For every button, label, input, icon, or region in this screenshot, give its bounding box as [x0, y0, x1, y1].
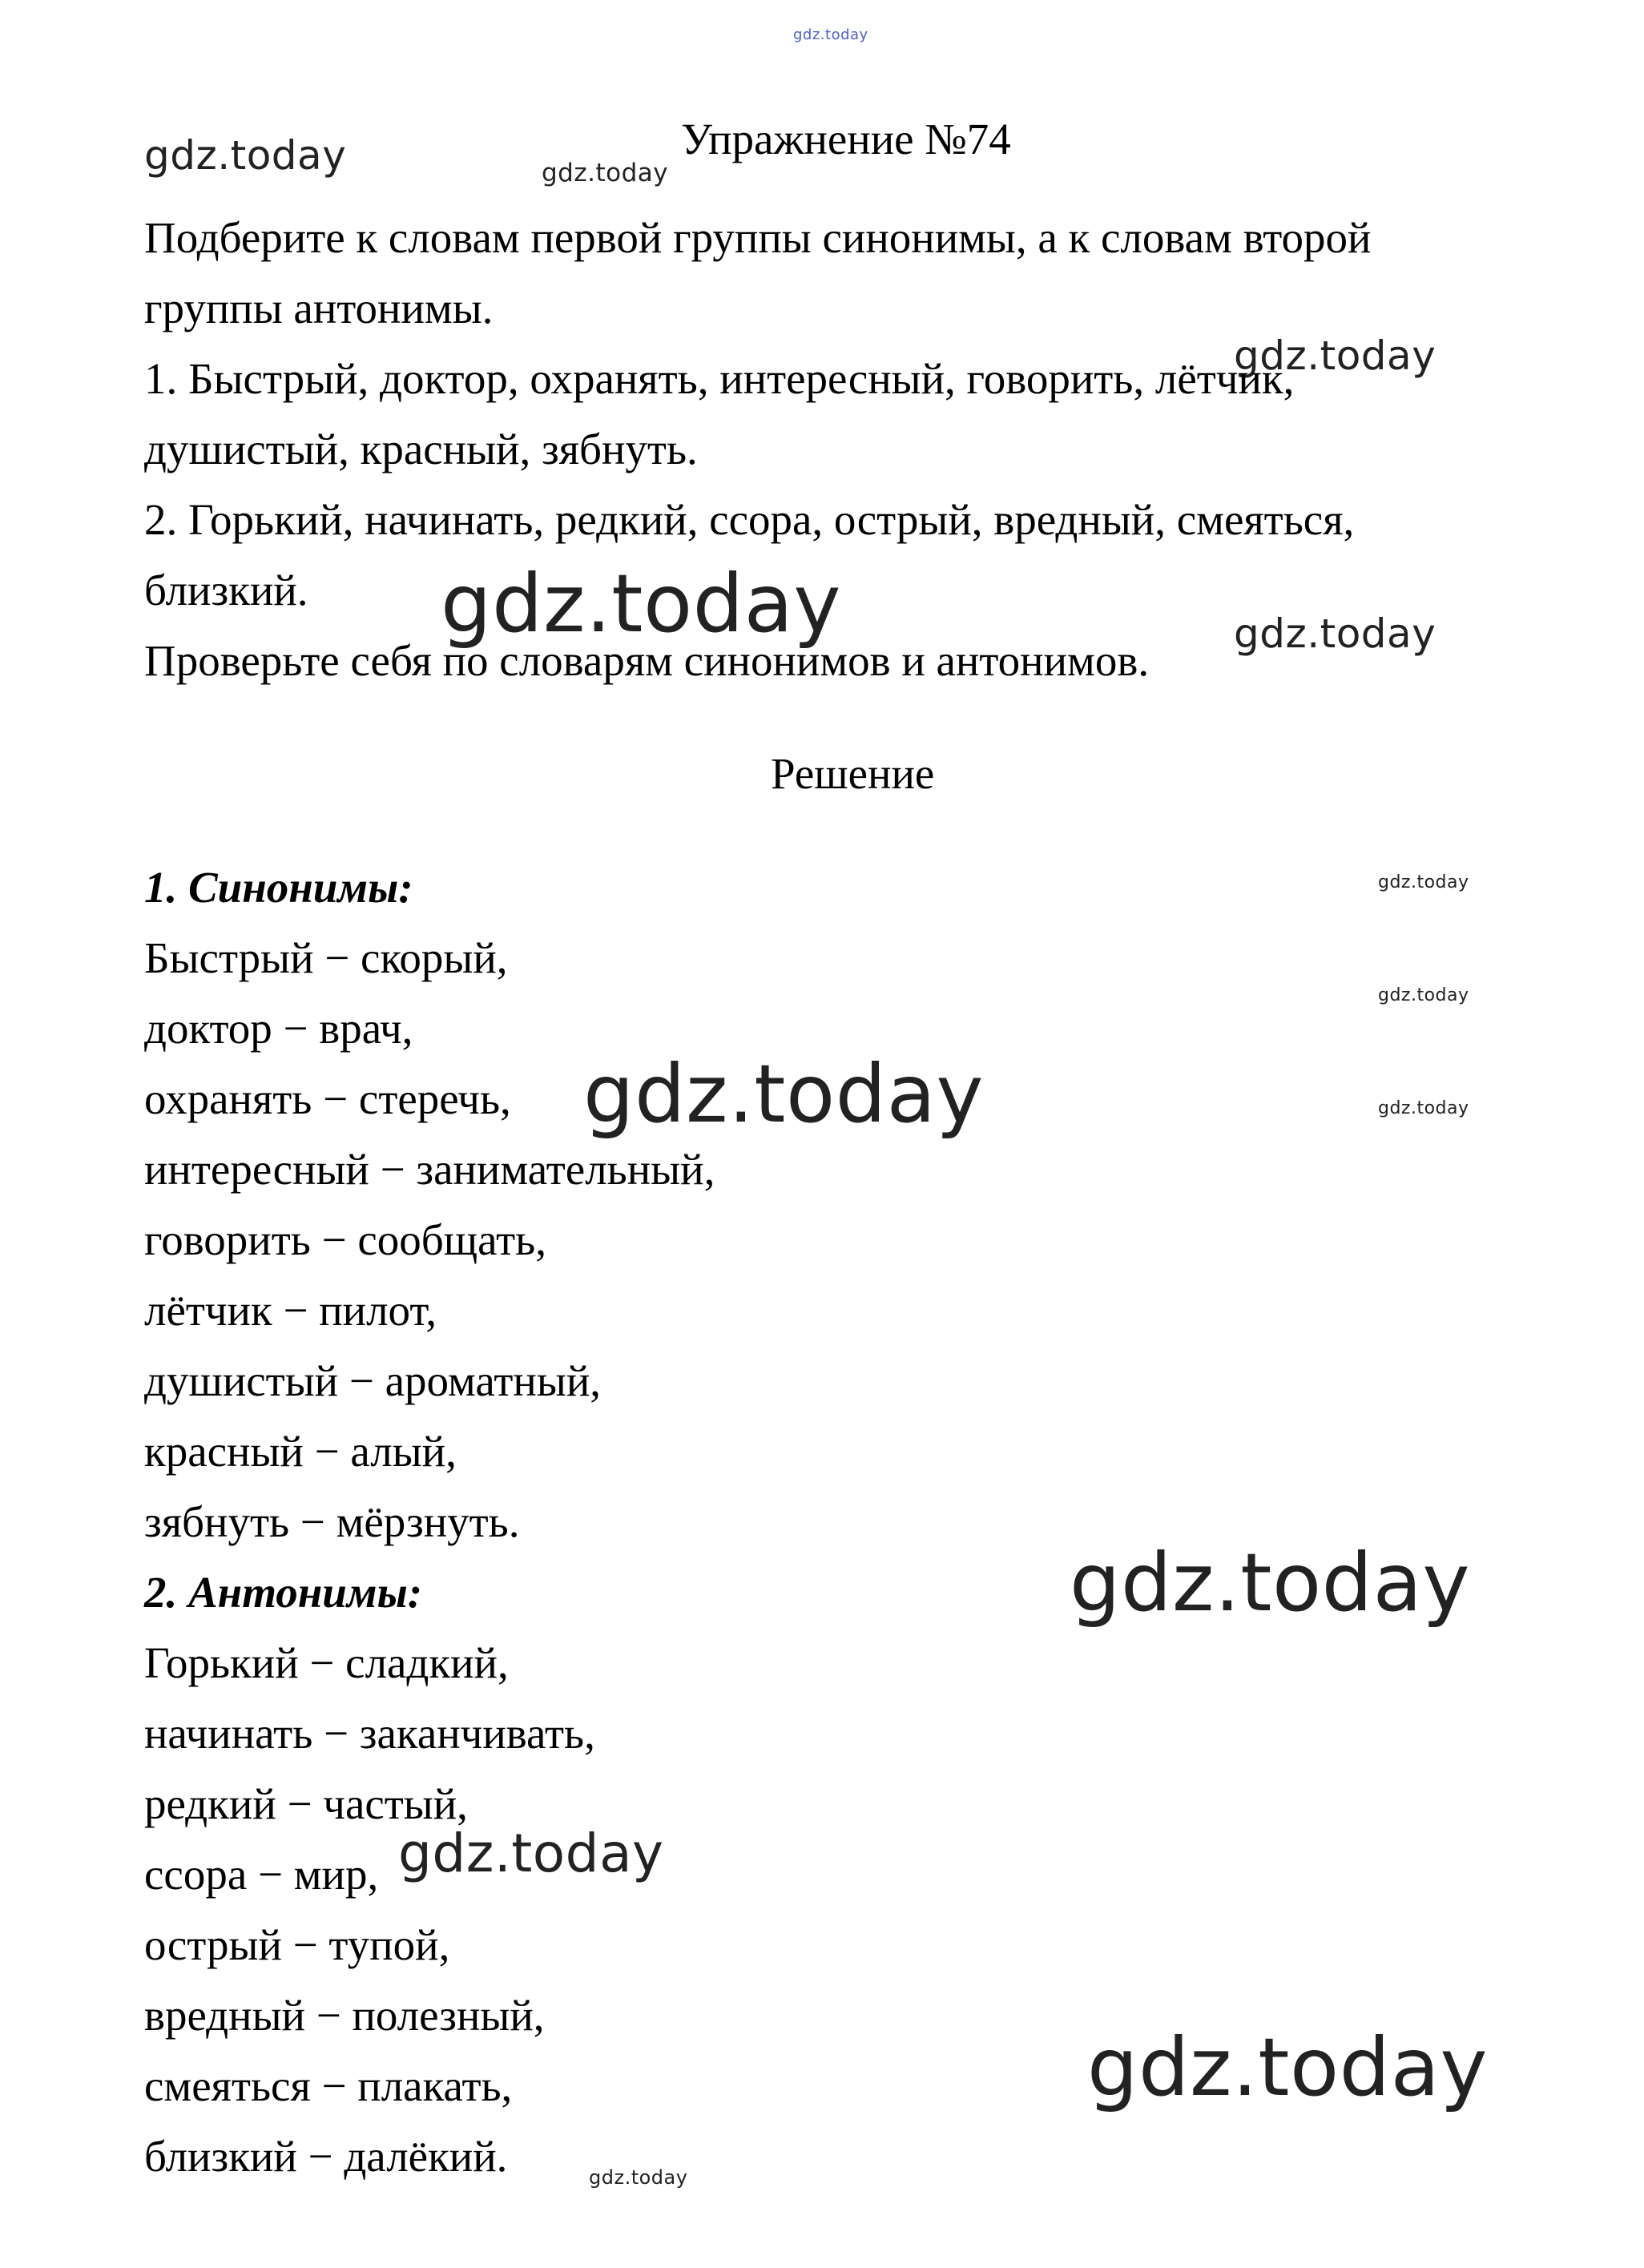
- watermark: gdz.today: [583, 1047, 985, 1141]
- watermark: gdz.today: [542, 159, 669, 187]
- synonym-pair: говорить − сообщать,: [144, 1215, 546, 1264]
- watermark: gdz.today: [1378, 872, 1469, 892]
- antonym-pair: смеяться − плакать,: [144, 2061, 513, 2110]
- watermark: gdz.today: [441, 557, 842, 651]
- watermark: gdz.today: [1378, 985, 1469, 1005]
- antonym-pair: острый − тупой,: [144, 1920, 450, 1969]
- synonyms-heading: 1. Синонимы:: [144, 863, 413, 912]
- exercise-title: Упражнение №74: [681, 115, 1011, 163]
- synonym-pair: лётчик − пилот,: [144, 1286, 437, 1335]
- antonym-pair: редкий − частый,: [144, 1779, 468, 1828]
- antonym-pair: Горький − сладкий,: [144, 1638, 509, 1687]
- watermark: gdz.today: [1070, 1536, 1471, 1629]
- watermark: gdz.today: [1234, 610, 1436, 657]
- synonym-pair: доктор − врач,: [144, 1004, 413, 1053]
- synonym-pair: душистый − ароматный,: [144, 1356, 602, 1405]
- watermark: gdz.today: [398, 1823, 664, 1884]
- synonym-pair: интересный − занимательный,: [144, 1145, 715, 1194]
- synonym-pair: охранять − стеречь,: [144, 1074, 511, 1123]
- group-1-line-1: 1. Быстрый, доктор, охранять, интересный, говорить, лётчик,: [144, 354, 1295, 403]
- watermark: gdz.today: [589, 2166, 688, 2189]
- group-2-line-2: близкий.: [144, 566, 308, 614]
- antonym-pair: близкий − далёкий.: [144, 2132, 508, 2181]
- solution-title: Решение: [771, 749, 935, 798]
- synonym-pair: красный − алый,: [144, 1427, 457, 1476]
- watermark: gdz.today: [1087, 2020, 1489, 2114]
- group-1-line-2: душистый, красный, зябнуть.: [144, 425, 698, 473]
- group-2-line-1: 2. Горький, начинать, редкий, ссора, острый, вредный, смеяться,: [144, 495, 1355, 544]
- check-instruction: Проверьте себя по словарям синонимов и антонимов.: [144, 636, 1150, 685]
- synonym-pair: Быстрый − скорый,: [144, 933, 508, 982]
- antonym-pair: ссора − мир,: [144, 1850, 379, 1899]
- antonym-pair: начинать − заканчивать,: [144, 1709, 595, 1758]
- instruction-line-1: Подберите к словам первой группы синонимы, а к словам второй: [144, 213, 1372, 262]
- antonyms-heading: 2. Антонимы:: [144, 1568, 423, 1617]
- synonym-pair: зябнуть − мёрзнуть.: [144, 1497, 520, 1546]
- watermark: gdz.today: [144, 132, 347, 179]
- antonym-pair: вредный − полезный,: [144, 1991, 545, 2040]
- watermark: gdz.today: [1378, 1098, 1469, 1118]
- watermark-top: gdz.today: [793, 26, 868, 43]
- instruction-line-2: группы антонимы.: [144, 284, 494, 332]
- watermark: gdz.today: [1234, 332, 1436, 379]
